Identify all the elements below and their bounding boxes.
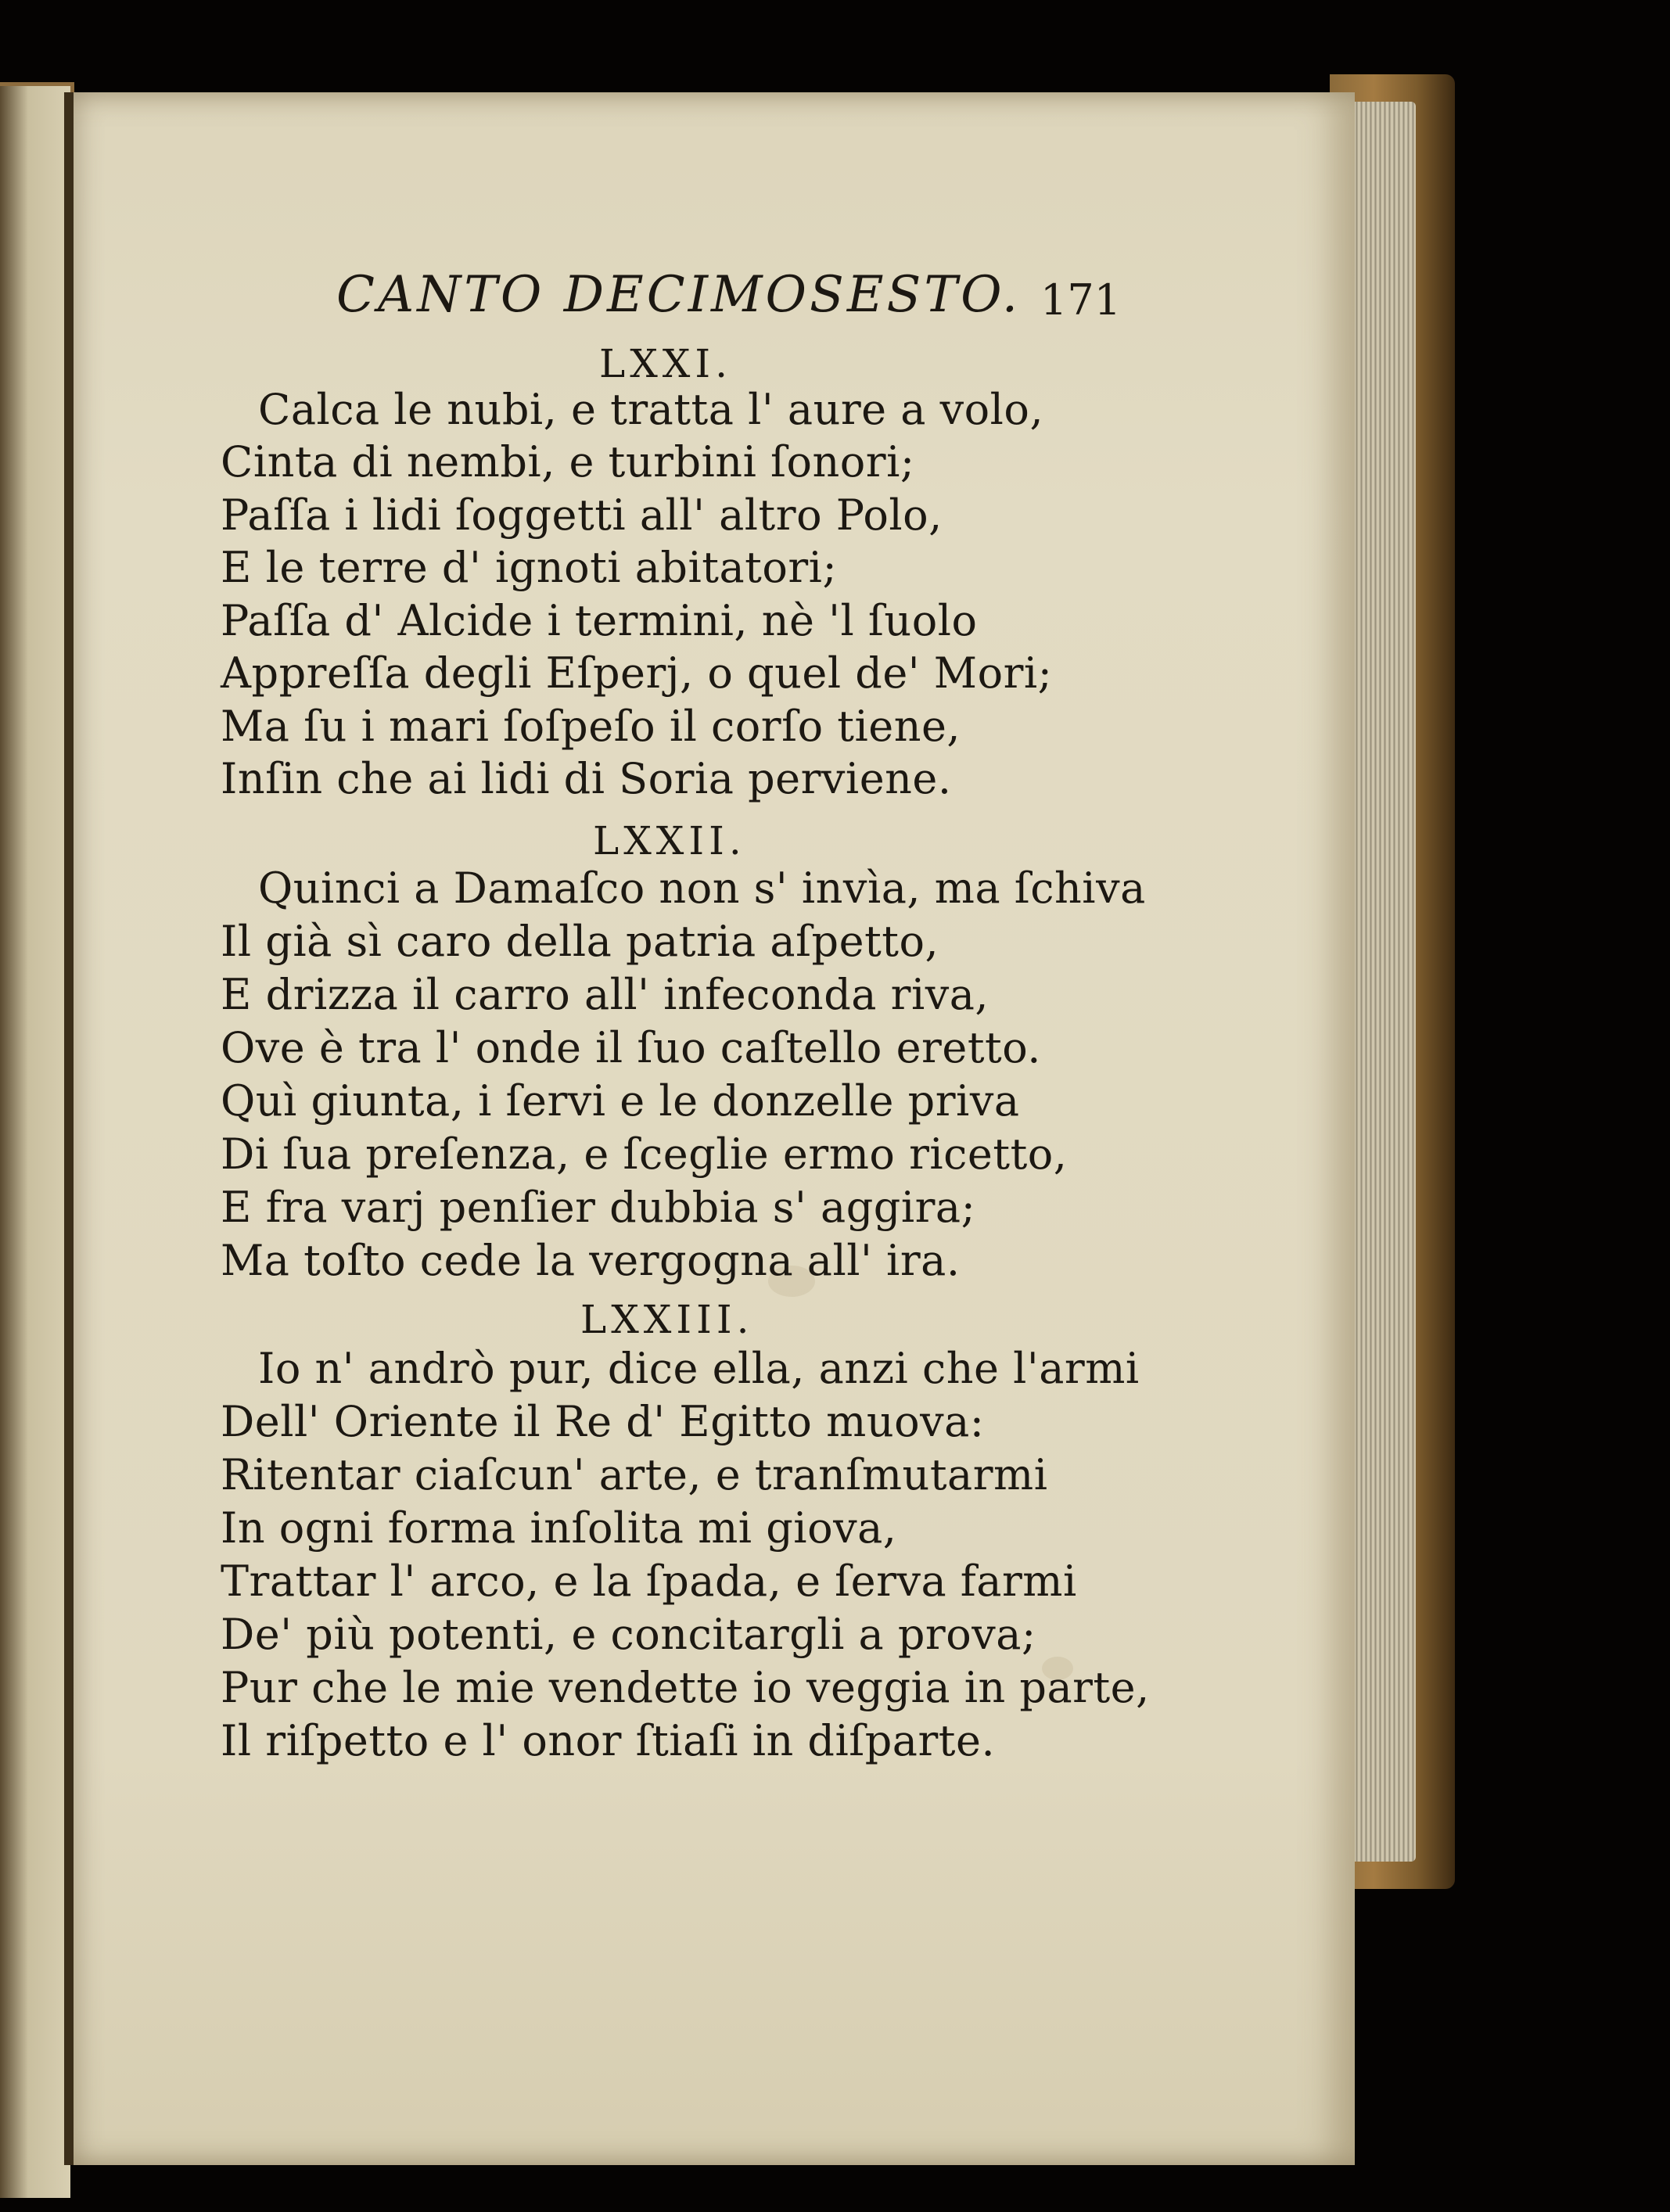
verse-line: Di ſua preſenza, e ſceglie ermo ricetto, bbox=[221, 1129, 1068, 1179]
verse-line: Paſſa i lidi ſoggetti all' altro Polo, bbox=[221, 490, 943, 540]
verse-line: Ove è tra l' onde il ſuo caſtello eretto. bbox=[221, 1023, 1041, 1072]
verse-line: Io n' andrò pur, dice ella, anzi che l'armi bbox=[258, 1344, 1140, 1393]
verse-line: Ma toſto cede la vergogna all' ira. bbox=[221, 1236, 961, 1285]
verse-line: Trattar l' arco, e la ſpada, e ſerva farmi bbox=[221, 1557, 1077, 1606]
verse-line: Ritentar ciaſcun' arte, e tranſmutarmi bbox=[221, 1450, 1048, 1499]
verse-line: E le terre d' ignoti abitatori; bbox=[221, 543, 838, 592]
verse-line: Ma ſu i mari ſoſpeſo il corſo tiene, bbox=[221, 702, 961, 751]
verse-line: In ogni forma inſolita mi giova, bbox=[221, 1503, 897, 1553]
page-number: 171 bbox=[1040, 275, 1122, 325]
verse-line: E drizza il carro all' infeconda riva, bbox=[221, 970, 989, 1019]
verse-line: Appreſſa degli Eſperj, o quel de' Mori; bbox=[221, 648, 1053, 698]
verse-line: Il riſpetto e l' onor ſtiaſi in diſparte. bbox=[221, 1716, 996, 1765]
verse-line: Il già sì caro della patria aſpetto, bbox=[221, 917, 939, 966]
verse-line: Dell' Oriente il Re d' Egitto muova: bbox=[221, 1397, 985, 1446]
verse-line: E fra varj penſier dubbia s' aggira; bbox=[221, 1183, 976, 1232]
verse-line: Calca le nubi, e tratta l' aure a volo, bbox=[258, 385, 1044, 434]
running-header: CANTO DECIMOSESTO. bbox=[336, 266, 1022, 324]
verse-line: Quì giunta, i ſervi e le donzelle priva bbox=[221, 1076, 1020, 1126]
stanza-number: LXXIII. bbox=[580, 1297, 754, 1342]
stanza-number: LXXII. bbox=[593, 818, 746, 864]
verse-line: Inſin che ai lidi di Soria perviene. bbox=[221, 754, 952, 803]
verse-line: Pur che le mie vendette io veggia in parte, bbox=[221, 1663, 1150, 1712]
verse-line: Paſſa d' Alcide i termini, nè 'l ſuolo bbox=[221, 596, 978, 645]
verse-line: Cinta di nembi, e turbini ſonori; bbox=[221, 437, 915, 487]
verse-line: De' più potenti, e concitargli a prova; bbox=[221, 1610, 1036, 1659]
stanza-number: LXXI. bbox=[599, 341, 733, 386]
verse-line: Quinci a Damaſco non s' invìa, ma ſchiva bbox=[258, 864, 1146, 913]
